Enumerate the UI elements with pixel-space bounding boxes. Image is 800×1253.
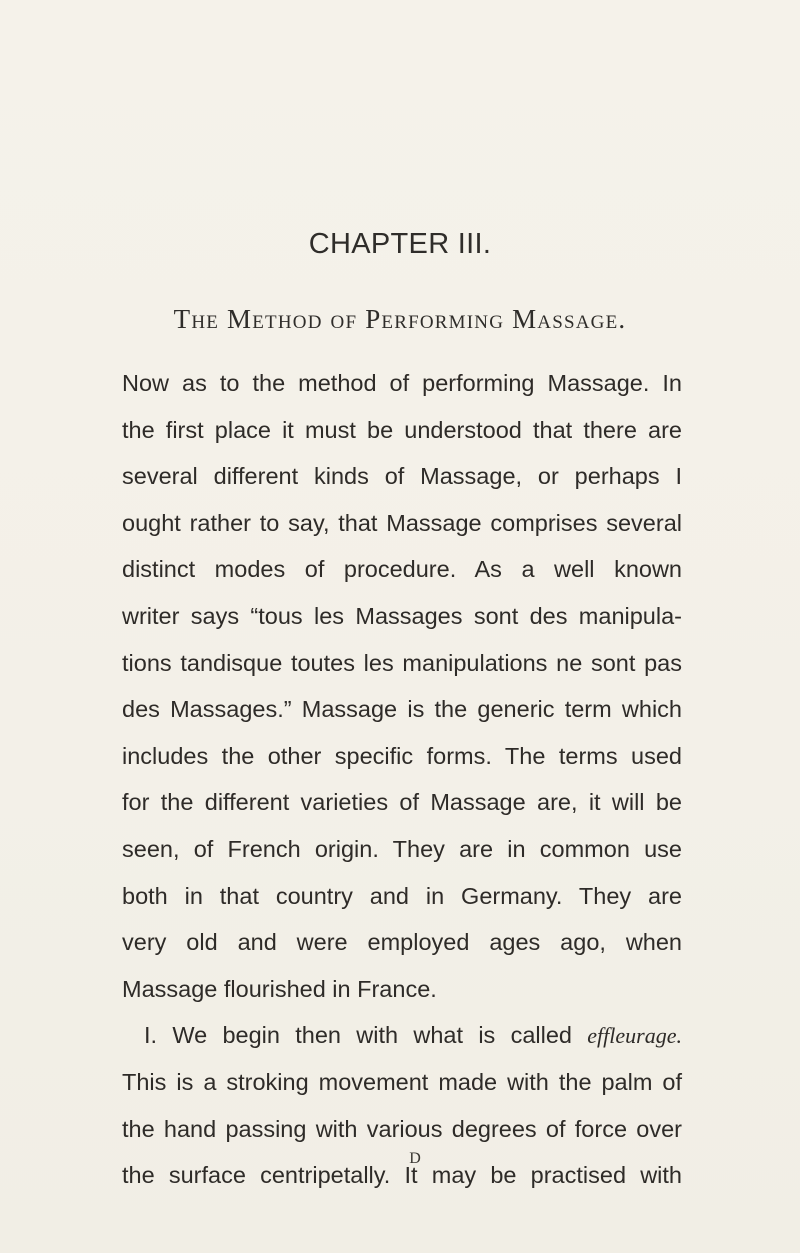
italic-term: effleurage. bbox=[587, 1023, 682, 1049]
text-line: Now as to the method of performing Massage. In bbox=[122, 370, 682, 396]
text-line: des Massages.” Massage is the generic term which bbox=[122, 696, 682, 723]
chapter-heading: CHAPTER III. bbox=[308, 228, 492, 260]
text-line: writer says “tous les Massages sont des manipula- bbox=[122, 602, 682, 629]
text-line: the hand passing with various degrees of force over bbox=[122, 1115, 682, 1142]
text-line: very old and were employed ages ago, when bbox=[122, 929, 682, 956]
body-text bbox=[122, 360, 682, 1199]
text-line: Massage flourished in France. bbox=[122, 975, 437, 1002]
text-line: This is a stroking movement made with the palm of bbox=[122, 1068, 682, 1095]
text-line: distinct modes of procedure. As a well known bbox=[122, 556, 682, 583]
text-line: includes the other specific forms. The terms used bbox=[122, 742, 682, 769]
text-line: both in that country and in Germany. They are bbox=[122, 882, 682, 909]
text-line: the surface centripetally. It may be practised with bbox=[122, 1162, 682, 1189]
text-line bbox=[122, 1012, 682, 1059]
line-prefix: I. We begin then with what is called bbox=[144, 1022, 572, 1049]
text-line: the first place it must be understood that there are bbox=[122, 416, 682, 443]
text-line: ought rather to say, that Massage comprises several bbox=[122, 509, 682, 536]
chapter-title: The Method of Performing Massage. bbox=[173, 304, 627, 334]
text-line: seen, of French origin. They are in common use bbox=[122, 835, 682, 862]
text-line: several different kinds of Massage, or perhaps I bbox=[122, 463, 682, 490]
signature-mark: D bbox=[409, 1150, 421, 1167]
text-line: for the different varieties of Massage are, it will be bbox=[122, 789, 682, 816]
text-line: tions tandisque toutes les manipulations ne sont pas bbox=[122, 649, 682, 676]
